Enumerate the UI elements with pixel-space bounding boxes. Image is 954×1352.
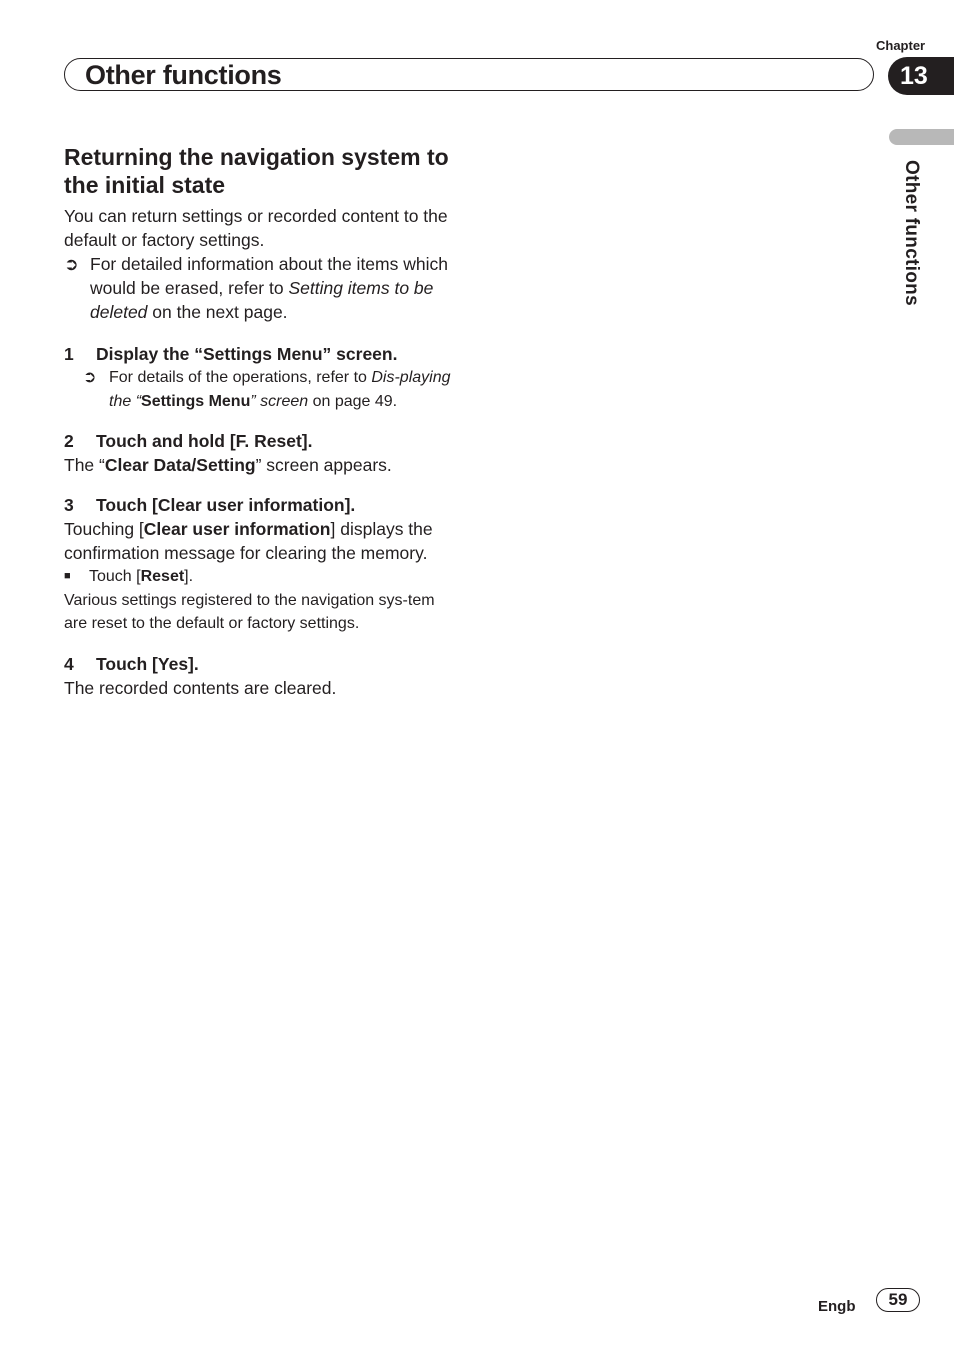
button-name: Clear user information — [143, 519, 331, 539]
step-1-note — [64, 366, 454, 413]
note-text-end: on the next page. — [147, 302, 288, 322]
cross-reference-b: ” screen — [250, 392, 309, 410]
step-text: Touch and hold [F. Reset]. — [96, 431, 313, 451]
step-1-heading — [64, 342, 454, 366]
arrow-icon: ➲ — [83, 369, 97, 386]
page-title: Other functions — [85, 60, 282, 90]
step-number: 2 — [64, 431, 74, 451]
chapter-number-badge: 13 — [888, 57, 954, 95]
square-bullet-icon: ■ — [64, 570, 71, 582]
result-start: The “ — [64, 455, 105, 475]
side-tab-bar — [889, 129, 954, 145]
bullet-start: Touch [ — [89, 568, 141, 585]
step-3-bullet — [64, 565, 454, 589]
step-4-result: The recorded contents are cleared. — [64, 677, 337, 698]
step-text: Display the “Settings Menu” screen. — [96, 344, 398, 364]
button-name: Reset — [140, 568, 185, 585]
step-3-result: Various settings registered to the navigation sys-tem are reset to the default or factory settings. — [64, 591, 435, 632]
bullet-end: ]. — [184, 568, 194, 585]
step-3-description — [64, 517, 454, 565]
step-text: Touch [Clear user information]. — [96, 495, 356, 515]
screen-name: Clear Data/Setting — [104, 455, 256, 475]
intro-paragraph: You can return settings or recorded content to the default or factory settings. — [64, 206, 448, 250]
step-3-heading — [64, 493, 454, 517]
step-text: Touch [Yes]. — [96, 653, 199, 674]
note-item — [64, 252, 454, 324]
desc-end: ] displays the confirmation message for clearing the memory. — [64, 519, 433, 563]
chapter-label: Chapter — [876, 38, 926, 53]
page-number: 59 — [876, 1288, 920, 1312]
note-text-end: on page 49. — [308, 392, 398, 410]
footer-language: Engb — [818, 1298, 856, 1315]
note-text-start: For details of the operations, refer to — [109, 369, 372, 386]
step-4-heading — [64, 652, 454, 676]
step-number: 4 — [64, 653, 74, 674]
header-pill — [64, 58, 874, 91]
note-text-start: For detailed information about the items which would be erased, refer to — [90, 254, 448, 298]
note-text — [109, 366, 454, 413]
step-2-heading — [64, 429, 454, 453]
desc-start: Touching [ — [64, 519, 144, 539]
step-number: 3 — [64, 495, 74, 515]
step-number: 1 — [64, 344, 74, 364]
arrow-icon: ➲ — [64, 254, 79, 274]
step-2-result — [64, 453, 454, 477]
cross-reference-a: Dis-playing the “ — [109, 369, 451, 410]
note-text — [90, 252, 454, 324]
cross-reference-link: Setting items to be deleted — [90, 278, 434, 322]
result-end: ” screen appears. — [255, 455, 392, 475]
section-title: Returning the navigation system to the initial state — [64, 144, 449, 198]
bullet-text — [89, 565, 193, 589]
main-content — [64, 143, 454, 700]
cross-reference-bold: Settings Menu — [141, 392, 251, 410]
side-tab-label: Other functions — [901, 160, 922, 306]
